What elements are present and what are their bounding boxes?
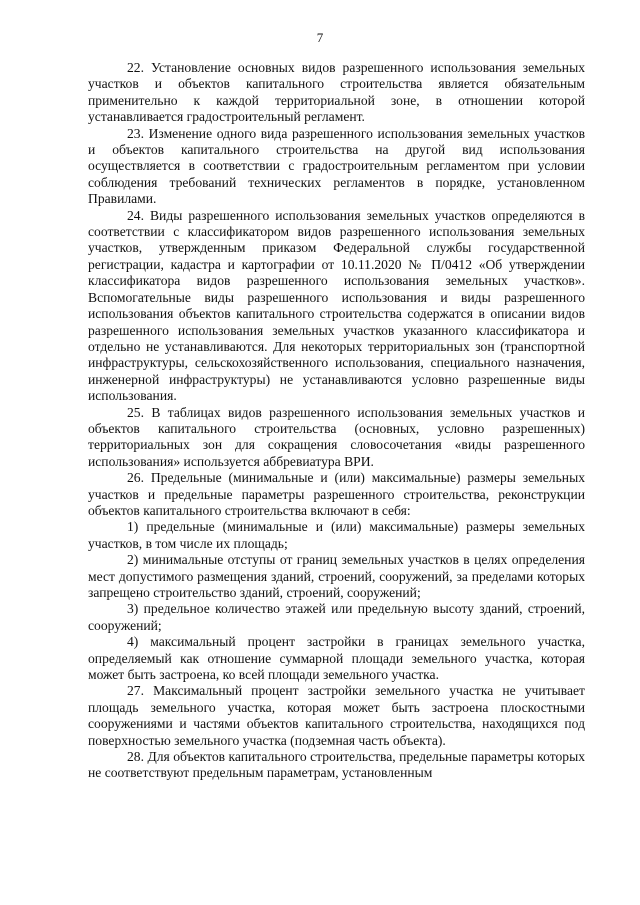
page-number: 7 <box>316 30 324 45</box>
paragraph-23: 23. Изменение одного вида разрешенного использования земельных участков и объектов капитального строительства на другой вид использования осуществляется в соответствии с градостроительным регламентом при условии соблюдения требований технических регламентов в порядке, установленном Правилами. <box>88 125 585 207</box>
list-item-4: 4) максимальный процент застройки в границах земельного участка, определяемый как отношение суммарной площади земельного участка, которая может быть застроена, ко всей площади земельного участка. <box>88 634 585 683</box>
list-item-3: 3) предельное количество этажей или предельную высоту зданий, строений, сооружений; <box>88 601 585 633</box>
paragraph-22: 22. Установление основных видов разрешенного использования земельных участков и объектов капитального строительства является обязательным применительно к каждой территориальной зоне, в отношении которой устанавливается градостроительный регламент. <box>88 60 585 125</box>
paragraph-24: 24. Виды разрешенного использования земельных участков определяются в соответствии с классификатором видов разрешенного использования земельных участков, утвержденным приказом Федеральной службы государственной регистрации, кадастра и картографии от 10.11.2020 № П/0412 «Об утверждении классификатора видов разрешенного использования земельных участков». Вспомогательные виды разрешенного использования и виды разрешенного использования объектов капитального строительства содержатся в описании видов разрешенного использования земельных участков указанного классификатора и отдельно не устанавливаются. Для некоторых территориальных зон (транспортной инфраструктуры, сельскохозяйственного использования, специального назначения, инженерной инфраструктуры) не устанавливаются условно разрешенные виды использования. <box>88 207 585 404</box>
list-item-1: 1) предельные (минимальные и (или) максимальные) размеры земельных участков, в том числе их площадь; <box>88 519 585 551</box>
paragraph-26: 26. Предельные (минимальные и (или) максимальные) размеры земельных участков и предельные параметры разрешенного строительства, реконструкции объектов капитального строительства включают в себя: <box>88 470 585 518</box>
paragraph-27: 27. Максимальный процент застройки земельного участка не учитывает площадь земельного участка, которая может быть застроена плоскостными сооружениями и частями объектов капитального строительства, находящихся под поверхностью земельного участка (подземная часть объекта). <box>88 683 585 748</box>
document-body <box>88 60 585 782</box>
paragraph-28: 28. Для объектов капитального строительства, предельные параметры которых не соответствуют предельным параметрам, установленным <box>88 749 585 781</box>
list-item-2: 2) минимальные отступы от границ земельных участков в целях определения мест допустимого размещения зданий, строений, сооружений, за пределами которых запрещено строительство зданий, строений, сооружений; <box>88 552 585 600</box>
paragraph-25: 25. В таблицах видов разрешенного использования земельных участков и объектов капитального строительства (основных, условно разрешенных) территориальных зон для сокращения словосочетания «виды разрешенного использования» используется аббревиатура ВРИ. <box>88 404 585 469</box>
